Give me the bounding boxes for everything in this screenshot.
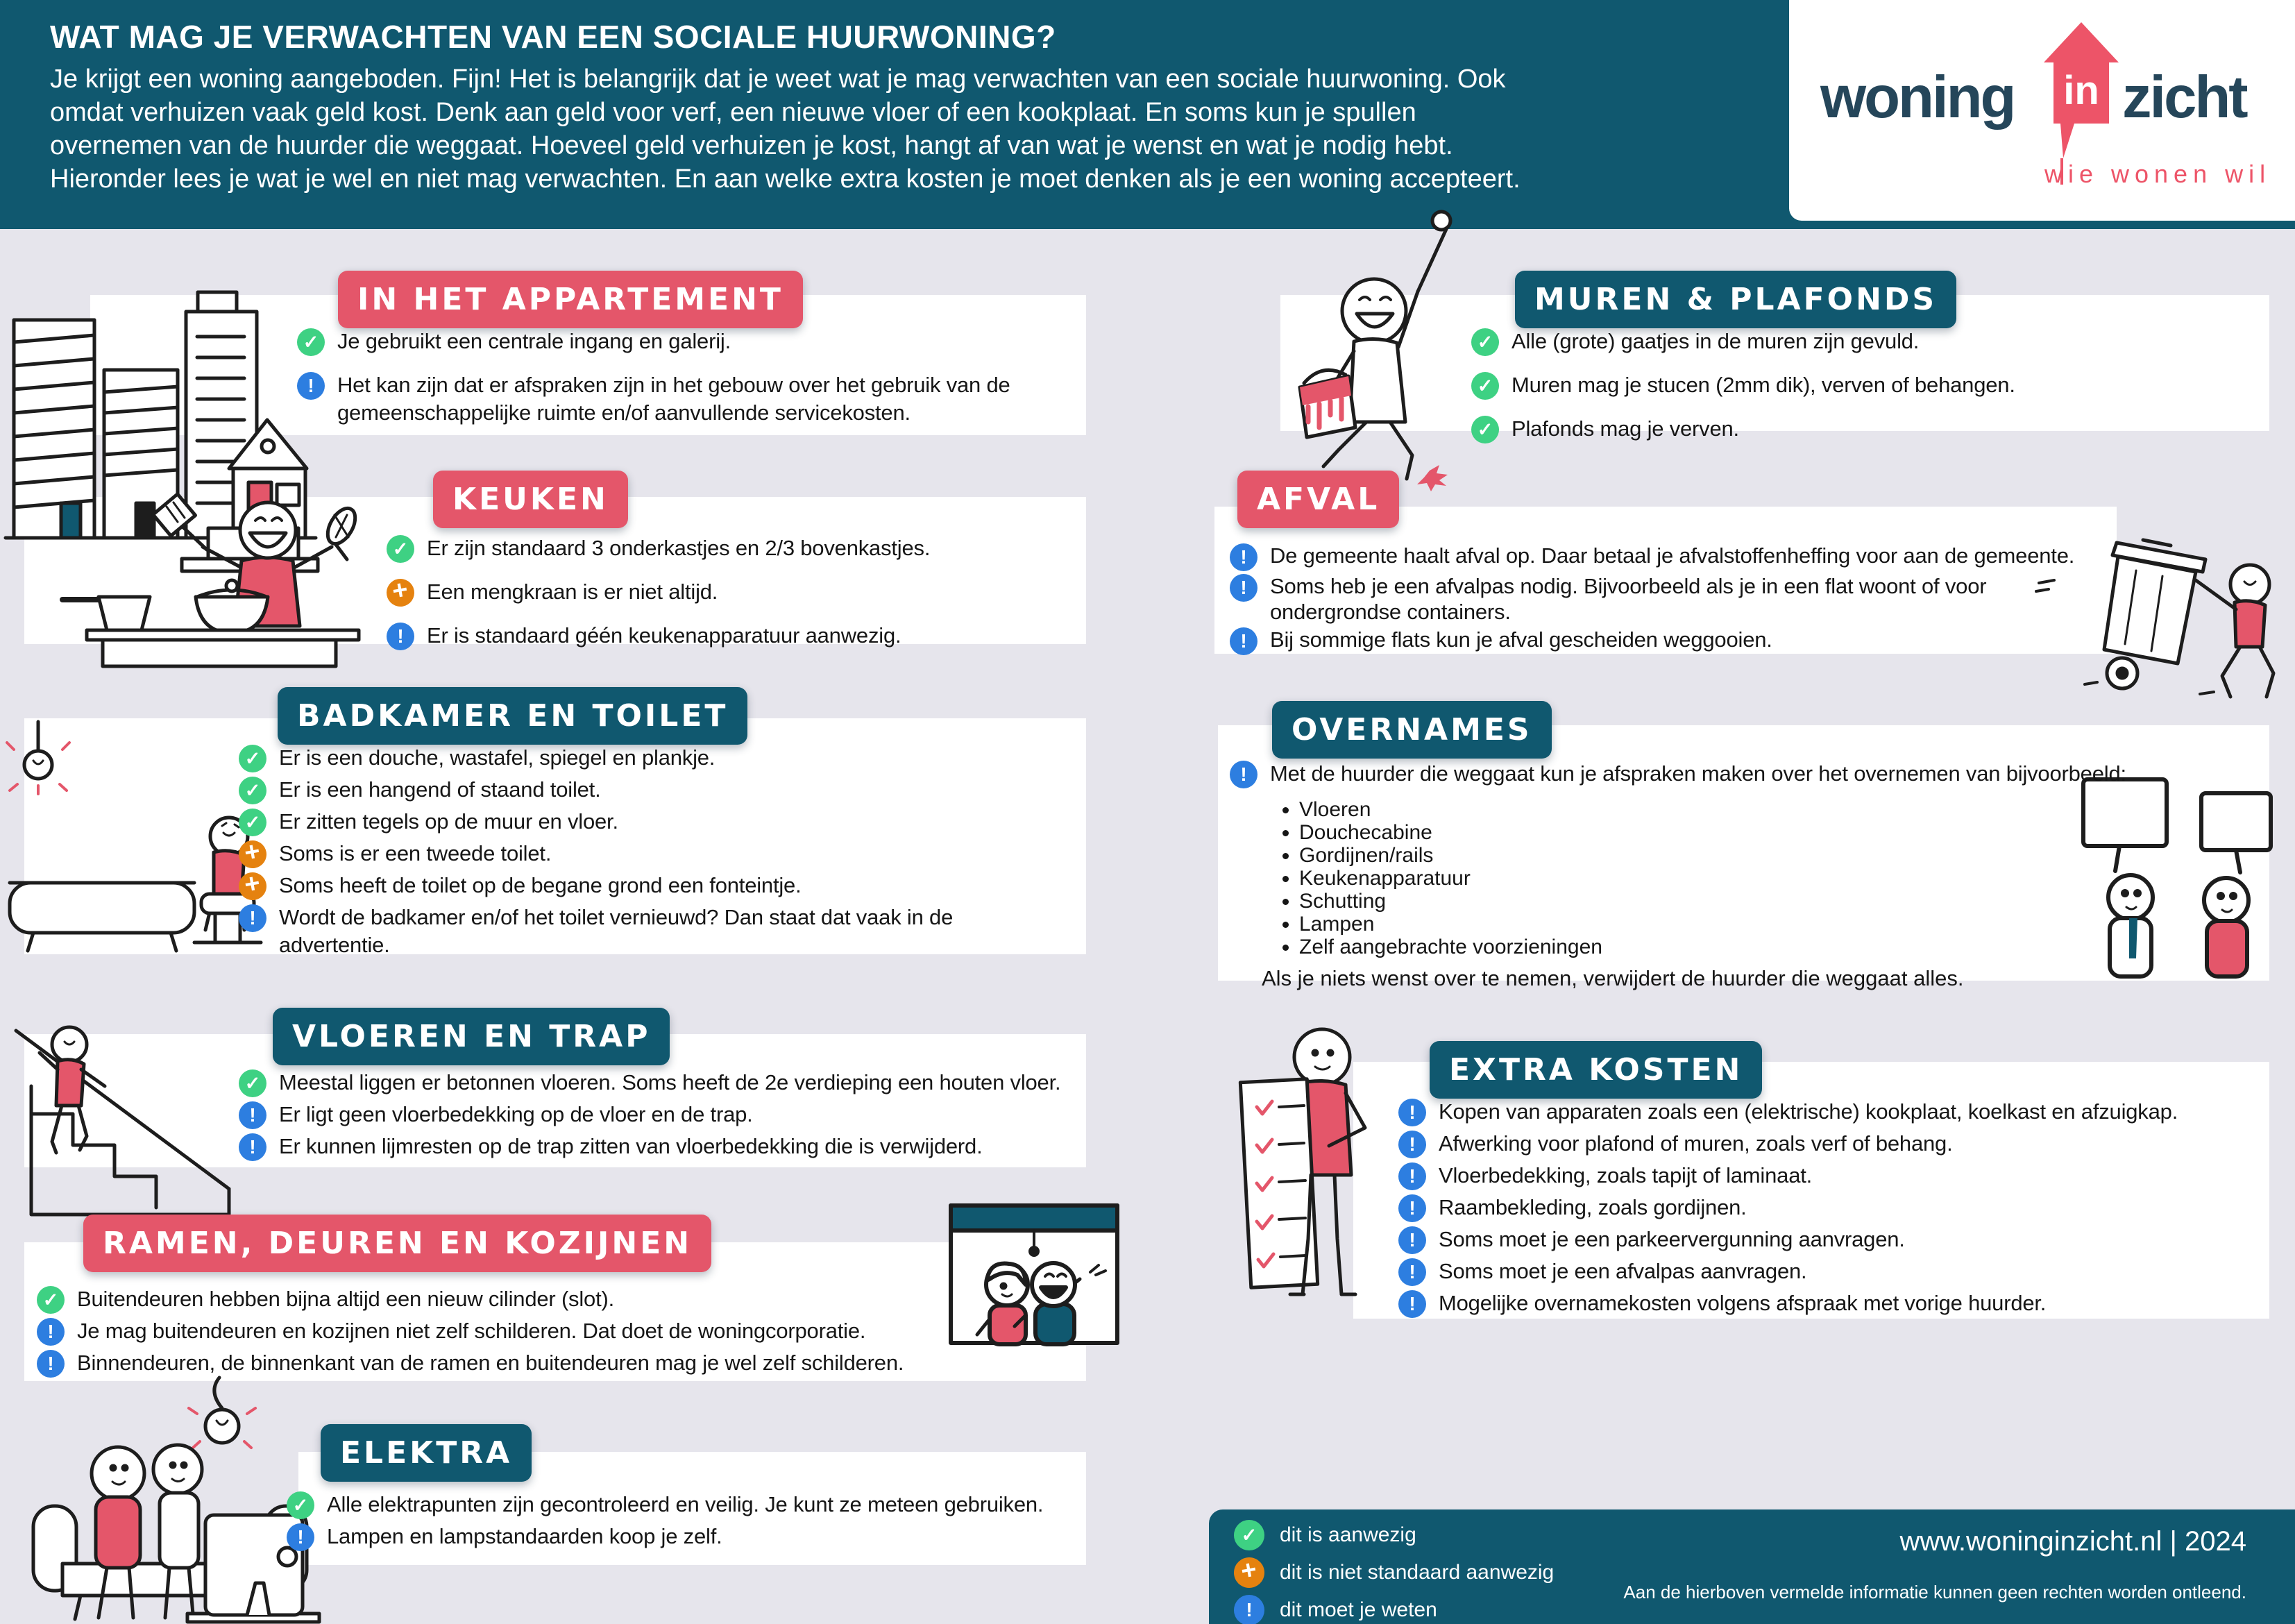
list-item	[1230, 543, 2111, 571]
item-text: Er is standaard géén keukenapparatuur aanwezig.	[427, 623, 901, 648]
info-icon	[1398, 1258, 1426, 1286]
section-ramen-items	[37, 1285, 1064, 1381]
info-icon	[1398, 1226, 1426, 1254]
list-item	[1398, 1258, 2273, 1286]
plus-icon	[1232, 1555, 1267, 1591]
info-icon	[1230, 543, 1257, 571]
list-item	[1398, 1194, 2273, 1222]
section-title-appartement: IN HET APPARTEMENT	[338, 271, 803, 328]
sublist-item: • Vloeren	[1299, 800, 2257, 820]
item-text: Soms is er een tweede toilet.	[279, 841, 552, 865]
legend-label: dit moet je weten	[1280, 1598, 1437, 1621]
legend-items	[1234, 1519, 1554, 1624]
info-icon	[1234, 1595, 1264, 1624]
item-text: Binnendeuren, de binnenkant van de ramen en buitendeuren mag je wel zelf schilderen.	[77, 1351, 904, 1375]
check-icon	[1471, 372, 1499, 400]
info-icon	[297, 372, 325, 400]
item-text: Soms heb je een afvalpas nodig. Bijvoorbeeld als je in een flat woont of voor ondergrondse containers.	[1270, 574, 1987, 624]
check-icon	[239, 745, 266, 772]
item-text: Bij sommige flats kun je afval gescheiden weggooien.	[1270, 627, 1772, 652]
item-text: Buitendeuren hebben bijna altijd een nieuw cilinder (slot).	[77, 1287, 615, 1311]
item-text: Alle (grote) gaatjes in de muren zijn gevuld.	[1511, 329, 1920, 353]
item-text: Lampen en lampstandaarden koop je zelf.	[327, 1524, 722, 1548]
info-icon	[1230, 574, 1257, 602]
section-title-extra-kosten: EXTRA KOSTEN	[1430, 1041, 1762, 1099]
item-text: Mogelijke overnamekosten volgens afspraak met vorige huurder.	[1439, 1291, 2047, 1315]
intro-line: omdat verhuizen vaak geld kost. Denk aan geld voor verf, een nieuwe vloer of een kookplaat. En soms kun je spullen	[50, 98, 1416, 127]
item-text: Een mengkraan is er niet altijd.	[427, 580, 718, 604]
sublist-item: • Keukenapparatuur	[1299, 868, 2257, 889]
checklist-person-illustration	[1218, 1017, 1398, 1317]
section-title-afval: AFVAL	[1237, 471, 1399, 528]
info-icon	[1398, 1131, 1426, 1158]
item-text: Er zijn standaard 3 onderkastjes en 2/3 bovenkastjes.	[427, 536, 931, 560]
section-keuken-items	[387, 534, 1081, 666]
info-icon	[1398, 1290, 1426, 1318]
item-text: Raambekleding, zoals gordijnen.	[1439, 1195, 1747, 1219]
section-appartement-items	[297, 328, 1088, 442]
list-item	[387, 534, 1081, 563]
list-item	[37, 1349, 1064, 1378]
list-item	[287, 1491, 1092, 1519]
item-text: Vloerbedekking, zoals tapijt of laminaat.	[1439, 1163, 1813, 1187]
logo-word-woning: woning	[1820, 65, 2015, 130]
sublist-item: • Gordijnen/rails	[1299, 845, 2257, 866]
info-icon	[287, 1523, 314, 1551]
list-item	[1398, 1130, 2273, 1158]
section-title-ramen: RAMEN, DEUREN EN KOZIJNEN	[83, 1215, 711, 1272]
item-text: Er is een hangend of staand toilet.	[279, 777, 601, 802]
logo-word-in: in	[2063, 68, 2099, 113]
check-icon	[297, 328, 325, 356]
overnames-outro: Als je niets wenst over te nemen, verwijdert de huurder die weggaat alles.	[1262, 966, 1964, 990]
legend-item	[1234, 1594, 1554, 1624]
list-item	[239, 1101, 1085, 1129]
list-item	[239, 872, 1083, 900]
item-text: Met de huurder die weggaat kun je afspraken maken over het overnemen van bijvoorbeeld:	[1270, 761, 2126, 786]
item-text: Wordt de badkamer en/of het toilet vernieuwd? Dan staat dat vaak in de advertentie.	[279, 905, 954, 957]
item-text: Er zitten tegels op de muur en vloer.	[279, 809, 618, 834]
list-item	[239, 776, 1083, 804]
list-item	[1471, 328, 2262, 356]
website-link[interactable]: www.woninginzicht.nl | 2024	[1899, 1526, 2246, 1557]
list-item	[1398, 1289, 2273, 1318]
item-text: Er ligt geen vloerbedekking op de vloer en de trap.	[279, 1102, 753, 1126]
list-item	[387, 622, 1081, 650]
info-icon	[387, 623, 414, 650]
plus-icon	[384, 577, 416, 609]
item-text: Soms moet je een parkeervergunning aanvragen.	[1439, 1227, 1905, 1251]
list-item	[239, 904, 1083, 959]
section-overnames-content	[1230, 760, 2257, 991]
legend-item	[1234, 1519, 1554, 1550]
overnames-sublist	[1299, 800, 2257, 958]
painter-jumping-illustration	[1280, 208, 1468, 482]
list-item	[37, 1317, 1064, 1346]
info-icon	[239, 1133, 266, 1161]
info-icon	[37, 1318, 65, 1346]
legend-label: dit is aanwezig	[1280, 1523, 1416, 1546]
couch-people-tv-illustration	[14, 1378, 312, 1622]
list-item	[297, 328, 1088, 356]
section-title-badkamer: BADKAMER EN TOILET	[278, 687, 747, 745]
info-icon	[239, 904, 266, 932]
list-item	[1398, 1226, 2273, 1254]
section-title-elektra: ELEKTRA	[321, 1424, 532, 1482]
info-icon	[1230, 627, 1257, 655]
list-item	[1230, 573, 2111, 625]
section-afval-items	[1230, 543, 2111, 657]
bathroom-illustration	[0, 722, 264, 961]
stairs-person-illustration	[3, 1003, 232, 1219]
plus-icon	[237, 838, 269, 870]
info-icon	[1398, 1162, 1426, 1190]
check-icon	[387, 535, 414, 563]
item-text: Soms heeft de toilet op de begane grond een fonteintje.	[279, 873, 802, 897]
plus-icon	[237, 870, 269, 902]
check-icon	[239, 777, 266, 804]
sublist-item: • Zelf aangebrachte voorzieningen	[1299, 937, 2257, 958]
check-icon	[1471, 328, 1499, 356]
list-item	[239, 840, 1083, 868]
sublist-item: • Lampen	[1299, 914, 2257, 935]
item-text: Plafonds mag je verven.	[1511, 416, 1739, 441]
item-text: Je mag buitendeuren en kozijnen niet zelf schilderen. Dat doet de woningcorporatie.	[77, 1319, 866, 1343]
intro-line: overnemen van de huurder die weggaat. Hoeveel geld verhuizen je kost, hangt af van wat je wenst en wat je nodig hebt.	[50, 131, 1453, 160]
intro-line: Hieronder lees je wat je wel en niet mag verwachten. En aan welke extra kosten je moet denken als je een woning accepteert.	[50, 164, 1521, 194]
section-badkamer-items	[239, 744, 1083, 963]
item-text: Afwerking voor plafond of muren, zoals verf of behang.	[1439, 1131, 1953, 1156]
item-text: Er is een douche, wastafel, spiegel en plankje.	[279, 745, 715, 770]
logo-panel	[1789, 0, 2295, 221]
list-item	[1398, 1162, 2273, 1190]
list-item	[239, 808, 1083, 836]
list-item	[387, 578, 1081, 607]
item-text: Er kunnen lijmresten op de trap zitten van vloerbedekking die is verwijderd.	[279, 1134, 983, 1158]
section-muren-items	[1471, 328, 2262, 459]
info-icon	[1398, 1099, 1426, 1126]
item-text: Meestal liggen er betonnen vloeren. Soms heeft de 2e verdieping een houten vloer.	[279, 1070, 1061, 1094]
page-title: WAT MAG JE VERWACHTEN VAN EEN SOCIALE HUURWONING?	[50, 19, 1056, 55]
item-text: Het kan zijn dat er afspraken zijn in het gebouw over het gebruik van de gemeenschappelijke ruimte en/of aanvullende servicekosten.	[337, 373, 1010, 425]
list-item	[287, 1523, 1092, 1551]
check-icon	[1234, 1520, 1264, 1550]
item-text: Muren mag je stucen (2mm dik), verven of behangen.	[1511, 373, 2015, 397]
info-icon	[239, 1101, 266, 1129]
logo-word-zicht: zicht	[2122, 65, 2246, 130]
item-text: Soms moet je een afvalpas aanvragen.	[1439, 1259, 1807, 1283]
section-vloeren-items	[239, 1069, 1085, 1165]
section-title-vloeren: VLOEREN EN TRAP	[273, 1008, 670, 1065]
list-item	[1398, 1098, 2273, 1126]
section-title-muren: MUREN & PLAFONDS	[1515, 271, 1956, 328]
section-extra-kosten-items	[1398, 1098, 2273, 1321]
info-icon	[1230, 761, 1257, 788]
item-text: De gemeente haalt afval op. Daar betaal je afvalstoffenheffing voor aan de gemeente.	[1270, 543, 2075, 568]
legend-box	[1209, 1509, 2295, 1624]
check-icon	[239, 1069, 266, 1097]
list-item	[1471, 415, 2262, 443]
list-item	[37, 1285, 1064, 1314]
section-title-keuken: KEUKEN	[433, 471, 628, 528]
legend-item	[1234, 1557, 1554, 1588]
legend-label: dit is niet standaard aanwezig	[1280, 1560, 1555, 1584]
list-item	[1230, 760, 2257, 788]
info-icon	[1398, 1194, 1426, 1222]
list-item	[297, 371, 1088, 427]
list-item	[239, 1069, 1085, 1097]
list-item	[1230, 627, 2111, 655]
section-elektra-items	[287, 1491, 1092, 1555]
sublist-item: • Douchecabine	[1299, 822, 2257, 843]
check-icon	[1471, 416, 1499, 443]
list-item	[1471, 371, 2262, 400]
cooking-person-illustration	[21, 494, 368, 668]
header	[50, 18, 1771, 196]
list-item	[239, 1133, 1085, 1161]
logo-tagline: wie wonen wil	[2044, 160, 2271, 188]
intro-line: Je krijgt een woning aangeboden. Fijn! Het is belangrijk dat je weet wat je mag verwachten van een sociale huurwoning. Ook	[50, 65, 1506, 94]
sublist-item: • Schutting	[1299, 891, 2257, 912]
disclaimer-text: Aan de hierboven vermelde informatie kunnen geen rechten worden ontleend.	[1623, 1582, 2246, 1602]
item-text: Alle elektrapunten zijn gecontroleerd en veilig. Je kunt ze meteen gebruiken.	[327, 1492, 1044, 1516]
list-item	[239, 744, 1083, 772]
check-icon	[239, 809, 266, 836]
check-icon	[287, 1491, 314, 1519]
check-icon	[37, 1286, 65, 1314]
item-text: Kopen van apparaten zoals een (elektrische) kookplaat, koelkast en afzuigkap.	[1439, 1099, 2178, 1124]
section-title-overnames: OVERNAMES	[1272, 701, 1552, 759]
info-icon	[37, 1350, 65, 1378]
item-text: Je gebruikt een centrale ingang en galerij.	[337, 329, 731, 353]
